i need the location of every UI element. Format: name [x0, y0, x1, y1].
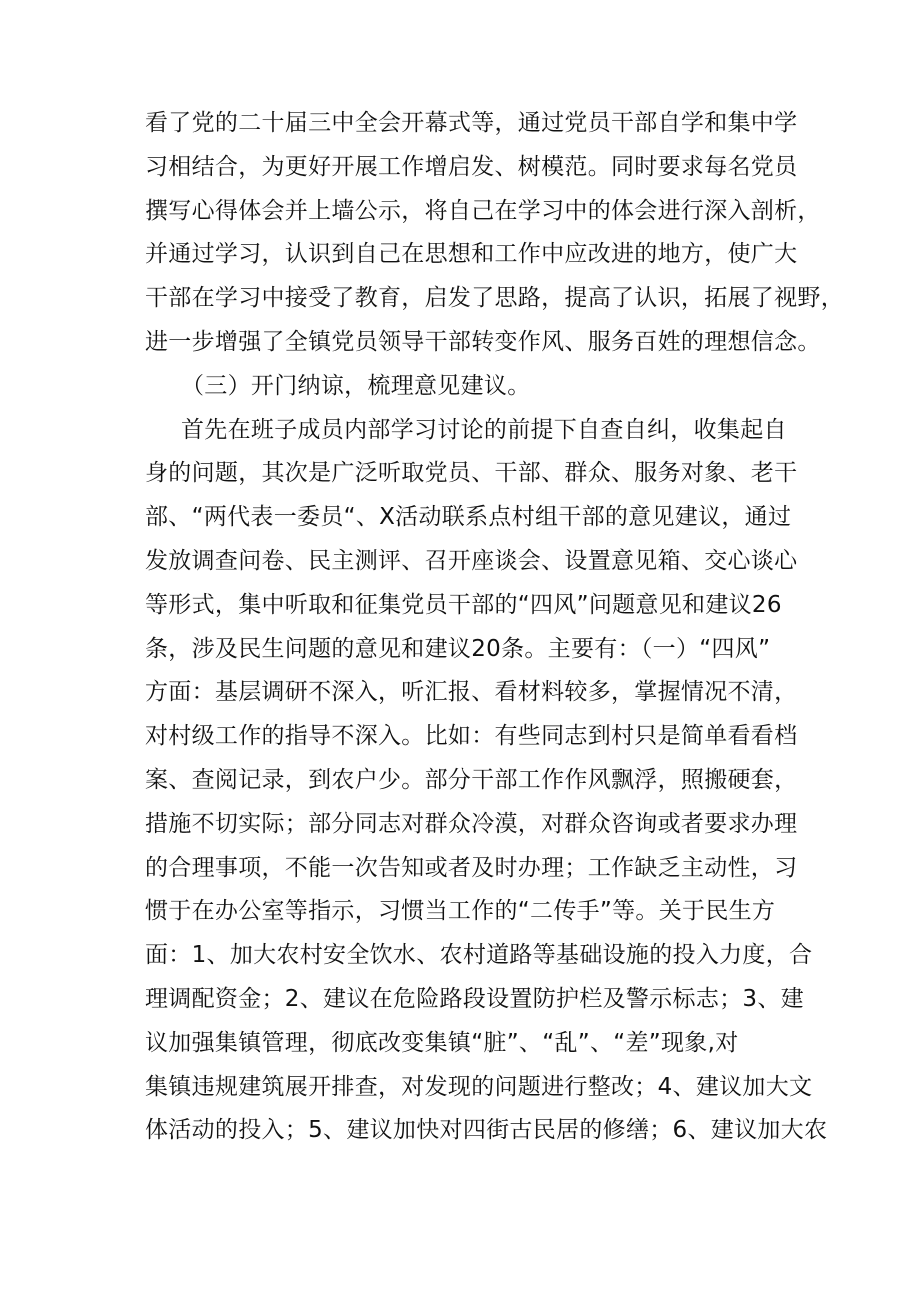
paragraph-first-line: 首先在班子成员内部学习讨论的前提下自查自纠，收集起自	[181, 416, 787, 443]
text-line: 案、查阅记录，到农户少。部分干部工作作风飘浮，照搬硬套，	[145, 766, 798, 793]
text-line: 看了党的二十届三中全会开幕式等，通过党员干部自学和集中学	[145, 110, 798, 136]
text-line: 对村级工作的指导不深入。比如：有些同志到村只是简单看看档	[145, 723, 798, 750]
text-line: 干部在学习中接受了教育，启发了思路，提高了认识，拓展了视野，	[145, 285, 844, 312]
text-line: 惯于在办公室等指示，习惯当工作的“二传手”等。关于民生方	[145, 898, 776, 925]
text-line: 的合理事项，不能一次告知或者及时办理；工作缺乏主动性，习	[145, 854, 798, 881]
text-line: 发放调查问卷、民主测评、召开座谈会、设置意见箱、交心谈心	[145, 547, 798, 574]
text-line: 部、“两代表一委员“、X活动联系点村组干部的意见建议，通过	[145, 504, 792, 531]
text-line: 身的问题，其次是广泛听取党员、干部、群众、服务对象、老干	[145, 460, 798, 487]
text-line: 集镇违规建筑展开排查，对发现的问题进行整改；4、建议加大文	[145, 1073, 813, 1100]
text-line: 进一步增强了全镇党员领导干部转变作风、服务百姓的理想信念。	[145, 328, 821, 355]
document-body	[145, 102, 844, 1153]
text-line: 面：1、加大农村安全饮水、农村道路等基础设施的投入力度，合	[145, 942, 813, 969]
text-line: 等形式，集中听取和征集党员干部的“四风”问题意见和建议26	[145, 591, 782, 618]
text-line: 撰写心得体会并上墙公示，将自己在学习中的体会进行深入剖析，	[145, 197, 821, 224]
text-line: 条，涉及民生问题的意见和建议20条。主要有：（一）“四风”	[145, 635, 771, 662]
text-line: 理调配资金；2、建议在危险路段设置防护栏及警示标志；3、建	[145, 985, 804, 1012]
section-heading: （三）开门纳谅，梳理意见建议。	[181, 372, 531, 399]
text-line: 议加强集镇管理，彻底改变集镇“脏”、“乱”、“差”现象,对	[145, 1029, 739, 1056]
text-line: 习相结合，为更好开展工作增启发、树模范。同时要求每名党员	[145, 153, 798, 180]
text-line: 方面：基层调研不深入，听汇报、看材料较多，掌握情况不清，	[145, 679, 798, 706]
text-line: 措施不切实际；部分同志对群众冷漠，对群众咨询或者要求办理	[145, 810, 798, 837]
text-line: 并通过学习，认识到自己在思想和工作中应改进的地方，使广大	[145, 241, 798, 268]
text-line: 体活动的投入；5、建议加快对四街古民居的修缮；6、建议加大农	[145, 1117, 828, 1144]
